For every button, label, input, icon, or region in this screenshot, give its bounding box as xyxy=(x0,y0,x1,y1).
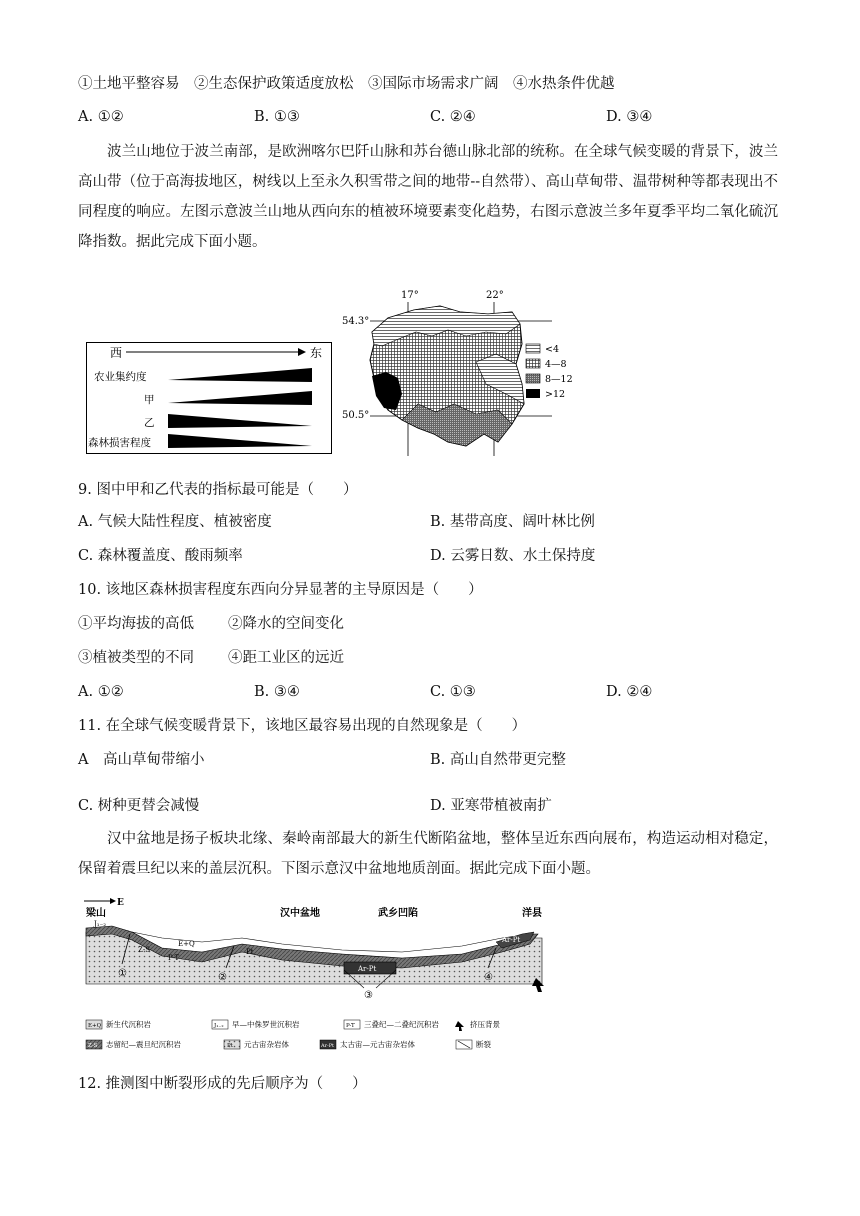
latitude-50-label: 50.5° xyxy=(342,410,370,421)
place-hanzhong-basin: 汉中盆地 xyxy=(280,908,320,919)
poland-intro-paragraph: 波兰山地位于波兰南部，是欧洲喀尔巴阡山脉和苏台德山脉北部的统称。在全球气候变暖的背景下，波兰高山带（位于高海拔地区，树线以上至永久积雪带之间的地带--自然带）、高山草甸带、温带树种等都表现出不同程度的响应。左图示意波兰山地从西向东的植被环境要素变化趋势，右图示意波兰多年夏季平均二氧化硫沉降指数。据此完成下面小题。 xyxy=(78,144,778,250)
fault-marker-3: ③ xyxy=(364,990,373,1001)
fault-marker-4: ④ xyxy=(484,972,493,983)
q8-items: ①土地平整容易 ②生态保护政策适度放松 ③国际市场需求广阔 ④水热条件优越 xyxy=(78,76,615,92)
legend-code-j: J₁₋₂ xyxy=(214,1023,224,1029)
legend-code-ar-pt: Ar-Pt xyxy=(321,1043,335,1049)
row-label-forest-damage: 森林损害程度 xyxy=(88,437,151,449)
layer-eq-label: E+Q xyxy=(178,940,195,948)
q10-item-1: ①平均海拔的高低 xyxy=(78,616,194,632)
direction-e-label: E xyxy=(117,898,124,908)
legend-text-ar-pt: 太古宙—元古宙杂岩体 xyxy=(340,1040,415,1049)
hanzhong-geologic-section xyxy=(82,894,562,1066)
poland-so2-map xyxy=(336,284,594,478)
legend-code-eq: E+Q xyxy=(88,1023,102,1029)
q10-item-4: ④距工业区的远近 xyxy=(228,650,344,666)
place-liangshan: 梁山 xyxy=(86,908,106,919)
layer-pt-label: P-T xyxy=(168,954,180,962)
q12-stem: 12. 推测图中断裂形成的先后顺序为（ ） xyxy=(78,1076,367,1092)
legend-text-fault: 断裂 xyxy=(476,1040,491,1049)
q8-option-d[interactable]: D. ③④ xyxy=(606,109,653,125)
legend-text-zs: 志留纪—震旦纪沉积岩 xyxy=(106,1040,181,1049)
q11-option-b[interactable]: B. 高山自然带更完整 xyxy=(430,752,566,768)
q11-option-c[interactable]: C. 树种更替会减慢 xyxy=(78,798,200,814)
east-label: 东 xyxy=(310,346,323,360)
q10-option-b[interactable]: B. ③④ xyxy=(254,684,300,700)
q10-stem: 10. 该地区森林损害程度东西向分异显著的主导原因是（ ） xyxy=(78,582,483,598)
layer-zs-label: Z-S xyxy=(138,946,151,954)
layer-j-label: J₁₋₂ xyxy=(94,920,107,928)
legend-code-pt: P-T xyxy=(346,1023,355,1029)
west-label: 西 xyxy=(110,346,123,360)
q10-item-3: ③植被类型的不同 xyxy=(78,650,194,666)
q8-option-b[interactable]: B. ①③ xyxy=(254,109,300,125)
q10-item-2: ②降水的空间变化 xyxy=(228,616,344,632)
q10-option-d[interactable]: D. ②④ xyxy=(606,684,653,700)
legend-text-pt2: 元古宙杂岩体 xyxy=(244,1040,289,1049)
row-label-yi: 乙 xyxy=(144,417,155,429)
q9-option-a[interactable]: A. 气候大陆性程度、植被密度 xyxy=(78,514,272,530)
hanzhong-intro-paragraph: 汉中盆地是扬子板块北缘、秦岭南部最大的新生代断陷盆地，整体呈近东西向展布，构造运动相对稳定，保留着震旦纪以来的盖层沉积。下图示意汉中盆地地质剖面。据此完成下面小题。 xyxy=(78,831,778,877)
row-label-agriculture: 农业集约度 xyxy=(94,371,147,383)
latitude-54-label: 54.3° xyxy=(342,316,370,327)
layer-pt2-label: Pt xyxy=(246,948,254,956)
q11-option-d[interactable]: D. 亚寒带植被南扩 xyxy=(430,798,552,814)
vegetation-trend-figure xyxy=(86,342,332,458)
place-wuxiang-depression: 武乡凹陷 xyxy=(378,908,418,919)
q11-stem: 11. 在全球气候变暖背景下，该地区最容易出现的自然现象是（ ） xyxy=(78,718,527,734)
legend-code-pt2: Pt xyxy=(227,1043,233,1049)
longitude-17-label: 17° xyxy=(401,290,419,301)
q9-option-d[interactable]: D. 云雾日数、水土保持度 xyxy=(430,548,596,564)
q9-stem: 9. 图中甲和乙代表的指标最可能是（ ） xyxy=(78,482,358,498)
legend-text-pt: 三叠纪—二叠纪沉积岩 xyxy=(364,1020,439,1029)
longitude-22-label: 22° xyxy=(486,290,504,301)
fault-marker-2: ② xyxy=(218,972,227,983)
legend-text-j: 早—中侏罗世沉积岩 xyxy=(232,1020,300,1029)
place-yangxian: 洋县 xyxy=(522,908,542,919)
q10-option-c[interactable]: C. ①③ xyxy=(430,684,476,700)
row-label-jia: 甲 xyxy=(144,394,155,406)
q9-option-c[interactable]: C. 森林覆盖度、酸雨频率 xyxy=(78,548,243,564)
q9-option-b[interactable]: B. 基带高度、阔叶林比例 xyxy=(430,514,595,530)
legend-4-8: 4—8 xyxy=(545,359,567,370)
legend-text-eq: 新生代沉积岩 xyxy=(106,1020,151,1029)
layer-ar-pt-east-label: Ar-Pt xyxy=(502,936,521,944)
legend-gt12: >12 xyxy=(545,389,566,400)
q8-option-c[interactable]: C. ②④ xyxy=(430,109,476,125)
legend-lt4: <4 xyxy=(545,344,560,355)
q11-option-a[interactable]: A 高山草甸带缩小 xyxy=(78,752,205,768)
q10-option-a[interactable]: A. ①② xyxy=(78,684,124,700)
layer-ar-pt-label: Ar-Pt xyxy=(358,965,377,973)
legend-text-compression: 挤压背景 xyxy=(470,1020,500,1029)
legend-code-zs: Z-S xyxy=(88,1043,98,1049)
legend-8-12: 8—12 xyxy=(545,374,573,385)
fault-marker-1: ① xyxy=(118,968,127,979)
q8-option-a[interactable]: A. ①② xyxy=(78,109,124,125)
